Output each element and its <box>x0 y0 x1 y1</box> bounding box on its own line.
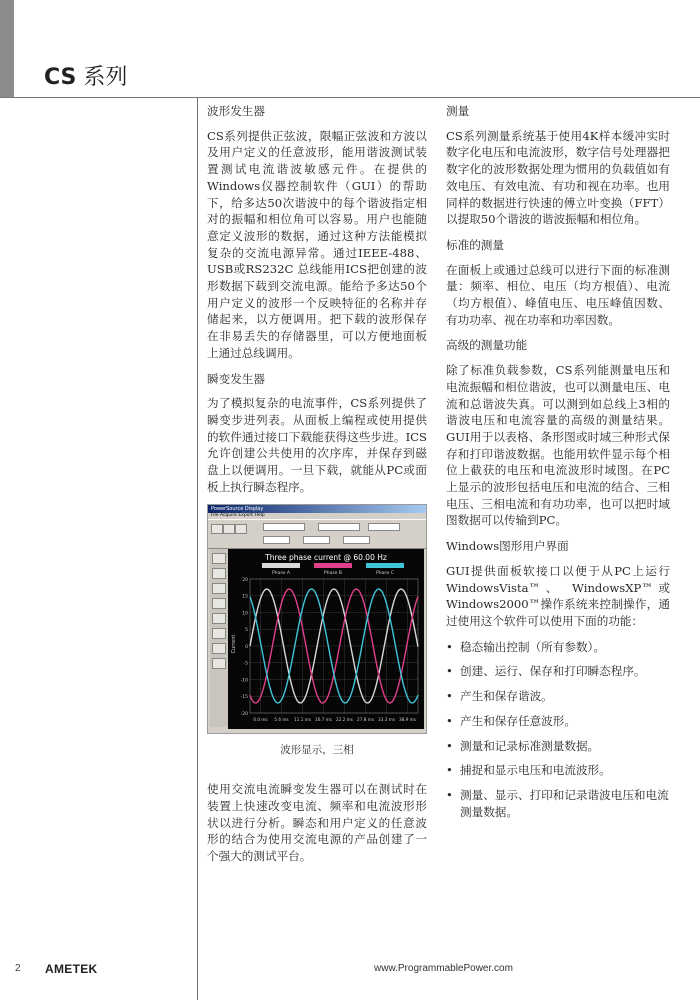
y-tick-label: -20 <box>240 712 248 718</box>
y-tick-label: 20 <box>242 578 248 584</box>
waveform-plot <box>228 549 424 729</box>
toolbar-field <box>263 523 305 531</box>
x-tick-label: 22.2 ms <box>336 717 353 723</box>
sidebar-button <box>212 613 226 624</box>
list-item: • 产生和保存任意波形。 <box>446 713 670 730</box>
sidebar-button <box>212 568 226 579</box>
toolbar-field <box>303 536 330 544</box>
plot-title: Three phase current @ 60.00 Hz <box>265 553 387 563</box>
y-tick-label: 15 <box>242 595 248 601</box>
column-rule <box>197 98 198 1000</box>
section-heading-advanced-measurement: 高级的测量功能 <box>446 338 528 353</box>
ametek-logo: AMETEK <box>45 962 98 976</box>
x-tick-label: 27.8 ms <box>357 717 374 723</box>
x-tick-label: 5.6 ms <box>274 717 289 723</box>
y-tick-label: -10 <box>240 678 248 684</box>
legend-label-phase-b: Phase B <box>324 571 342 577</box>
list-item: • 测量和记录标准测量数据。 <box>446 738 670 755</box>
section-heading-standard-measurement: 标准的测量 <box>446 237 504 252</box>
legend-swatch-phase-b <box>314 563 352 568</box>
y-tick-label: 5 <box>245 628 248 634</box>
sidebar-button <box>212 583 226 594</box>
legend-label-phase-a: Phase A <box>272 571 290 577</box>
x-tick-label: 11.1 ms <box>294 717 311 723</box>
left-column <box>207 103 427 874</box>
side-tab-marker <box>0 0 14 97</box>
section-heading-waveform-generator: 波形发生器 <box>207 104 265 118</box>
y-tick-label: -15 <box>240 695 248 701</box>
list-item: • 创建、运行、保存和打印瞬态程序。 <box>446 663 670 680</box>
header-rule <box>0 97 700 98</box>
toolbar-field <box>343 536 370 544</box>
y-tick-label: 10 <box>242 611 248 617</box>
page-title <box>44 60 127 91</box>
y-axis-label: Current <box>231 635 237 654</box>
x-tick-label: 0.0 ms <box>253 717 268 723</box>
sidebar-button <box>212 628 226 639</box>
x-tick-label: 33.3 ms <box>378 717 395 723</box>
sidebar-button <box>212 598 226 609</box>
toolbar-field <box>318 523 360 531</box>
page-number: 2 <box>15 963 21 974</box>
list-item: • 稳态输出控制（所有参数）。 <box>446 639 670 656</box>
section-body-transient-generator: 为了模拟复杂的电流事件，CS系列提供了瞬变步进列表。从面板上编程或使用提供的软件通过接口下载能获得这些步进。ICS允许创建公共使用的次序库，并保存到磁盘上以便调用。一旦下载，就能从PC或面板上执行瞬态程序。 <box>207 396 427 494</box>
list-item: • 测量、显示、打印和记录谐波电压和电流测量数据。 <box>446 787 670 820</box>
section-body-advanced-measurement: 除了标准负载参数，CS系列能测量电压和电流振幅和相位谐波，也可以测量电压、电流和总谐波失真。可以测到如总线上3相的谐波电压和电流容量的高级的测量结果。GUI用于以表格、条形图或时域三种形式保存和打印谐波数据。也能用软件显示每个相位上截获的电压和电流波形时域图。在PC上显示的波形包括电压和电流的结合、三相电压、三相电流和有功功率，也可以把时域图数据可以传输到PC。 <box>446 363 670 528</box>
title-brand: CS <box>44 65 77 90</box>
y-tick-label: 0 <box>245 645 248 651</box>
right-column <box>446 103 670 828</box>
title-suffix: 系列 <box>76 65 128 90</box>
feature-list <box>446 639 670 821</box>
list-item: • 捕捉和显示电压和电流波形。 <box>446 762 670 779</box>
legend-label-phase-c: Phase C <box>375 571 395 577</box>
section-heading-measurement: 测量 <box>446 104 470 118</box>
toolbar-button <box>235 524 247 534</box>
screenshot-sidebar <box>210 549 228 727</box>
sidebar-button <box>212 553 226 564</box>
x-tick-label: 16.7 ms <box>315 717 332 723</box>
screenshot-titlebar: PowerSource Display <box>208 505 426 513</box>
toolbar-button <box>223 524 235 534</box>
y-tick-label: -5 <box>243 662 248 668</box>
legend-swatch-phase-a <box>262 563 300 568</box>
screenshot-toolbar <box>208 519 426 549</box>
figure-caption: 波形显示，三相 <box>280 744 354 757</box>
sidebar-button <box>212 658 226 669</box>
section-body-measurement: CS系列测量系统基于使用4K样本缓冲实时数字化电压和电流波形，数字信号处理器把数字化的波形数据处理为惯用的负载值如有效电压、有效电流、有功和视在功率。也用同样的数据进行快速的傅立叶变换（FFT）以提取50个谐波的谐波振幅和相位角。 <box>446 128 670 227</box>
section-body-standard-measurement: 在面板上或通过总线可以进行下面的标准测量：频率、相位、电压（均方根值）、电流（均方根值）、峰值电压、电压峰值因数、有功功率、视在功率和功率因数。 <box>446 262 670 327</box>
list-item: • 产生和保存谐波。 <box>446 688 670 705</box>
x-tick-label: 38.9 ms <box>399 717 416 723</box>
section-heading-transient-generator: 瞬变发生器 <box>207 371 265 386</box>
software-screenshot <box>207 504 427 734</box>
section-body-windows-gui: GUI提供面板软接口以便于从PC上运行WindowsVista™、 WindowsXP™或Windows2000™操作系统来控制操作，通过使用这个软件可以使用下面的功能： <box>446 563 670 628</box>
footer-url: www.ProgrammablePower.com <box>374 963 513 974</box>
section-heading-windows-gui: Windows图形用户界面 <box>446 539 569 554</box>
sidebar-button <box>212 643 226 654</box>
toolbar-button <box>211 524 223 534</box>
section-body-waveform-generator: CS系列提供正弦波，限幅正弦波和方波以及用户定义的任意波形，能用谐波测试装置测试电流谐波敏感元件。在提供的Windows仪器控制软件（GUI）的帮助下，给多达50次谐波中的每个谐波指定相对的振幅和相位角可以容易。用户也能随意定义波形的数据，通过这种方法能模拟复杂的交流电源异常。通过IEEE-488、USB或RS232C 总线能用ICS把创建的波形数据下载到交流电源。能给予多达50个用户定义的波形一个反映特征的名称并存储起来，以方便调用。把下载的波形保存在非易丢失的存储器里，可以方便地面板上通过总线调用。 <box>207 128 427 360</box>
legend-swatch-phase-c <box>366 563 404 568</box>
closing-paragraph: 使用交流电流瞬变发生器可以在测试时在装置上快速改变电流、频率和电流波形形状以进行分析。瞬态和用户定义的任意波形的结合为使用交流电源的产品创建了一个强大的测试平台。 <box>207 782 427 863</box>
toolbar-field <box>368 523 400 531</box>
toolbar-field <box>263 536 290 544</box>
screenshot-menubar: File Acquire Export Help <box>211 513 265 519</box>
